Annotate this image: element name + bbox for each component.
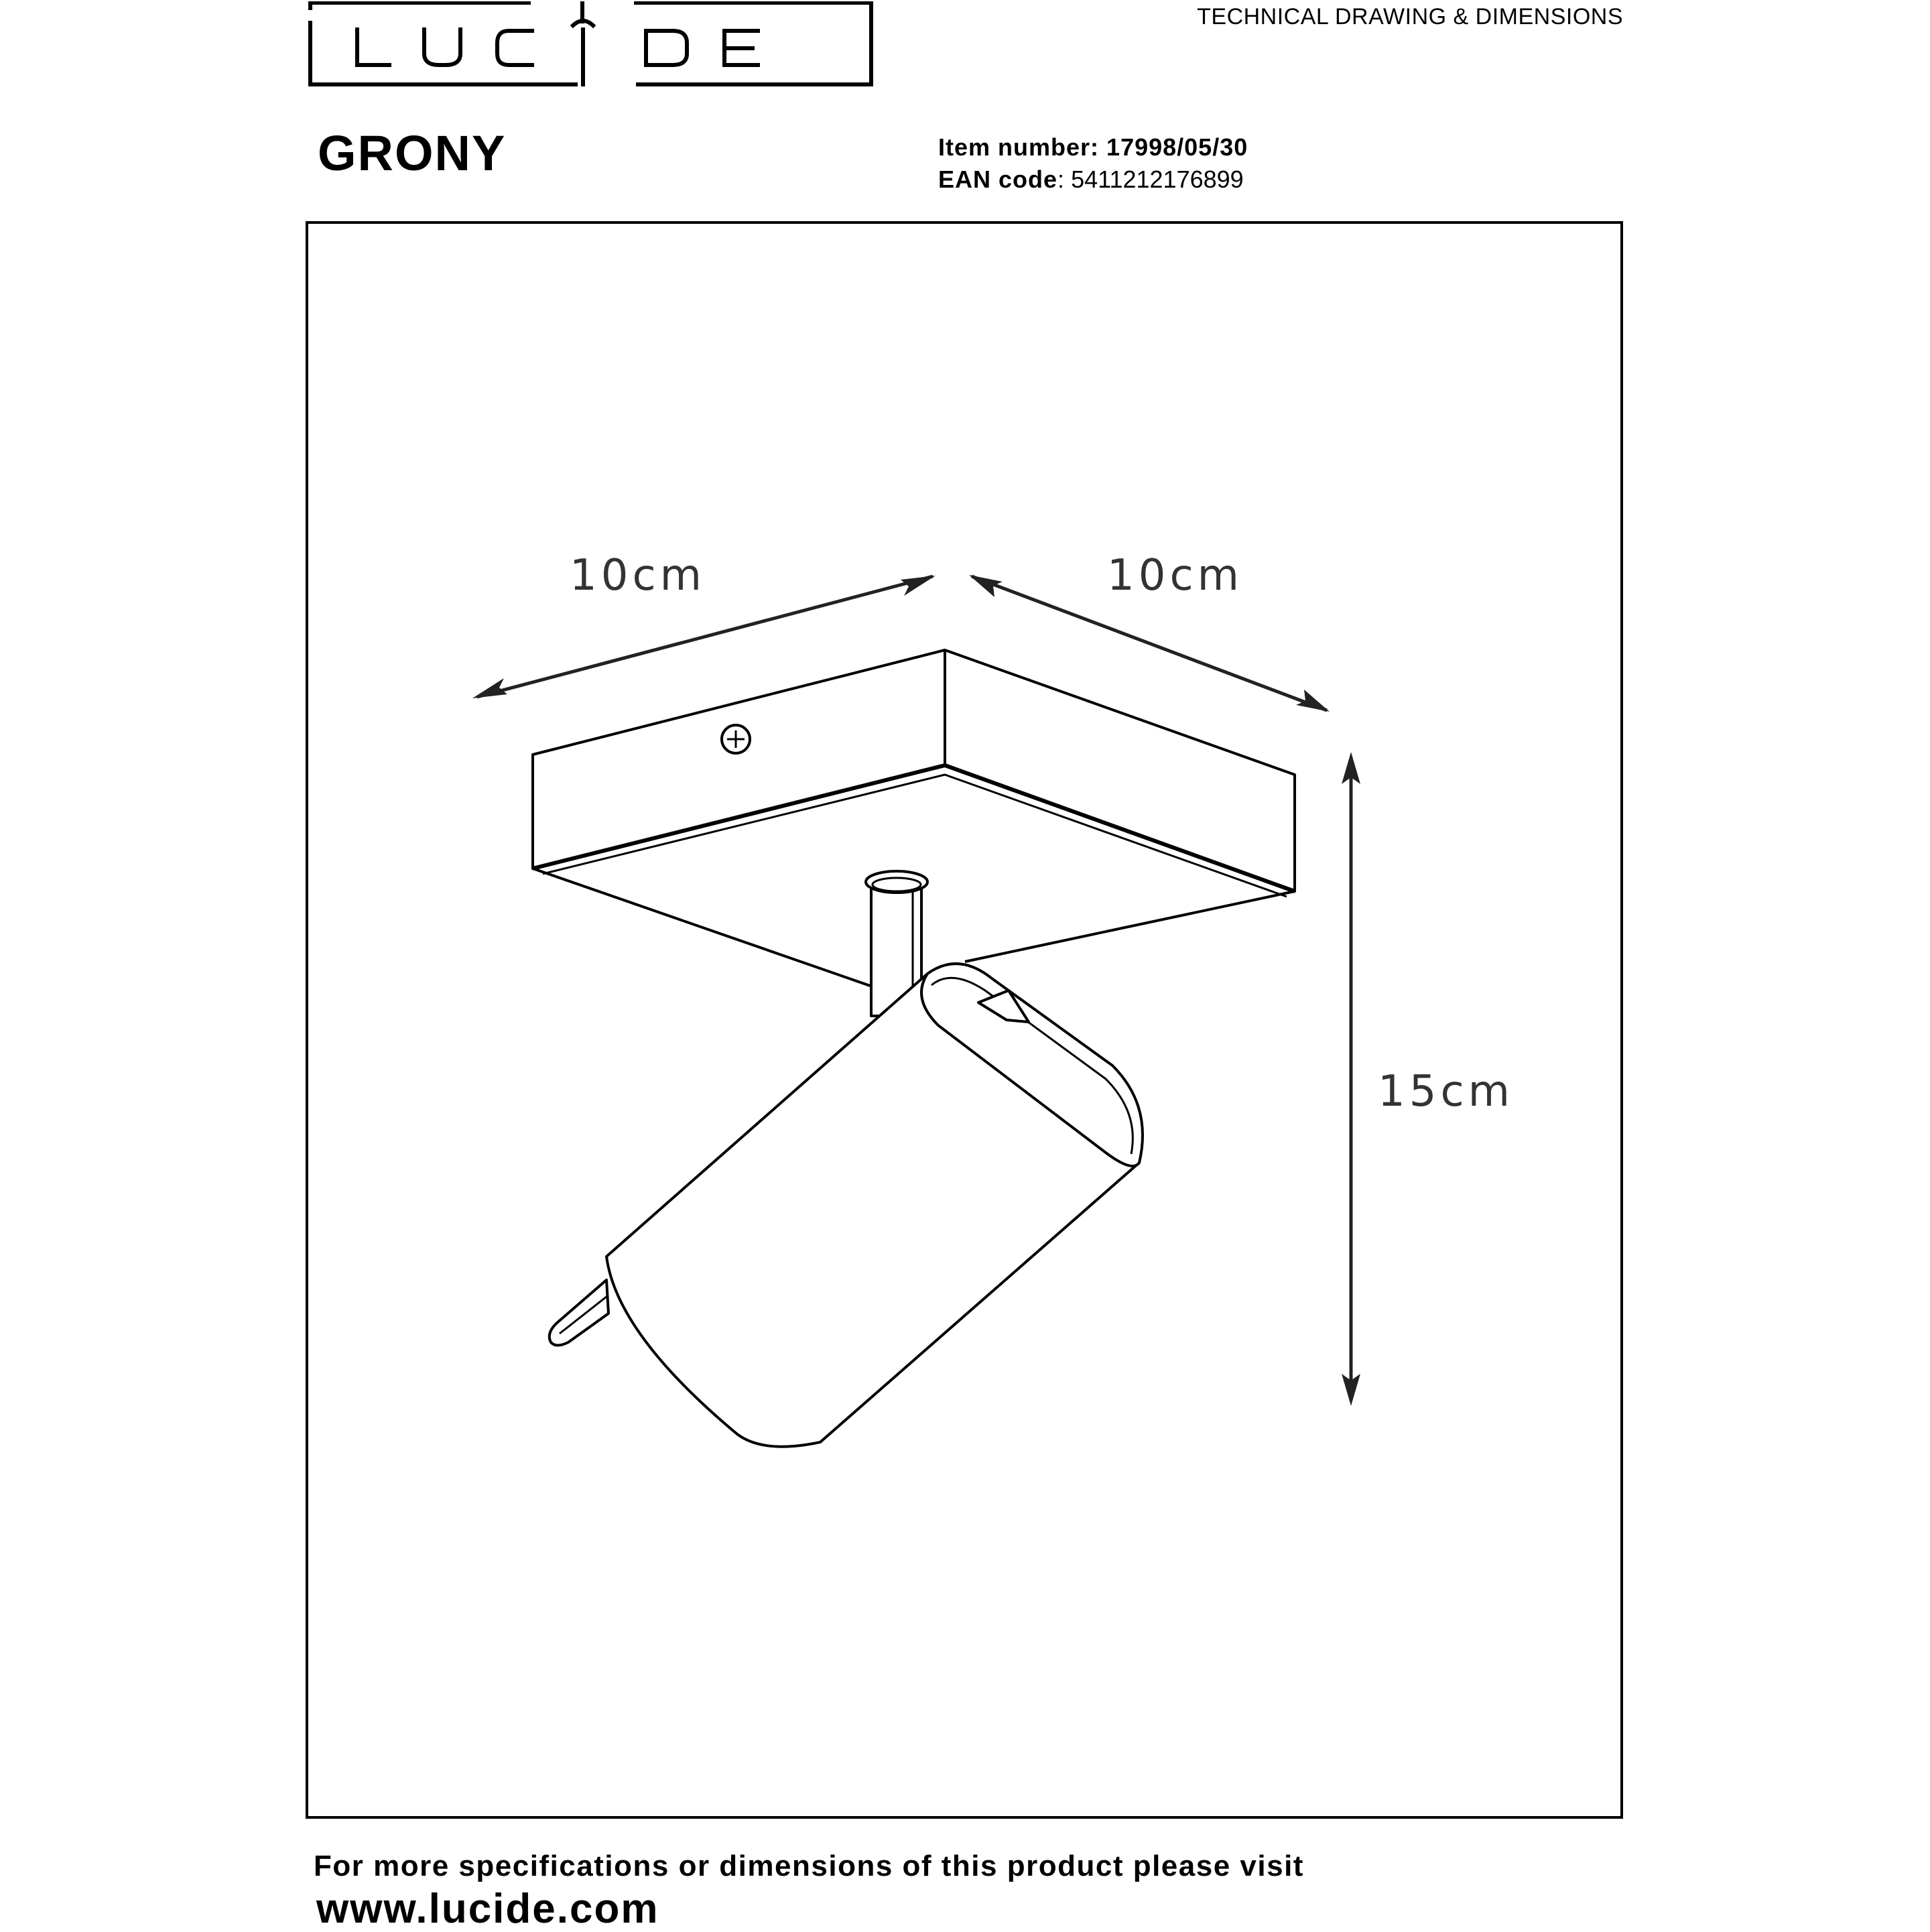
document-type-title: TECHNICAL DRAWING & DIMENSIONS (1197, 4, 1623, 29)
width-arrow-right (901, 576, 936, 596)
width-arrow-left (472, 678, 507, 698)
item-number-label: Item number (938, 133, 1091, 161)
height-label: 15cm (1378, 1067, 1514, 1116)
lamp-illustration (533, 650, 1295, 1447)
ean-row: EAN code: 5411212176899 (938, 166, 1244, 193)
depth-label: 10cm (1107, 551, 1243, 600)
ean-label: EAN code (938, 166, 1058, 193)
width-label: 10cm (570, 551, 706, 600)
ean-value: 5411212176899 (1071, 166, 1244, 193)
product-name: GRONY (318, 125, 507, 181)
item-number-value: 17998/05/30 (1106, 133, 1248, 161)
footer-url-link[interactable]: www.lucide.com (316, 1886, 659, 1932)
item-number-row: Item number: 17998/05/30 (938, 133, 1248, 161)
footer-text: For more specifications or dimensions of this product please visit (314, 1850, 1304, 1882)
